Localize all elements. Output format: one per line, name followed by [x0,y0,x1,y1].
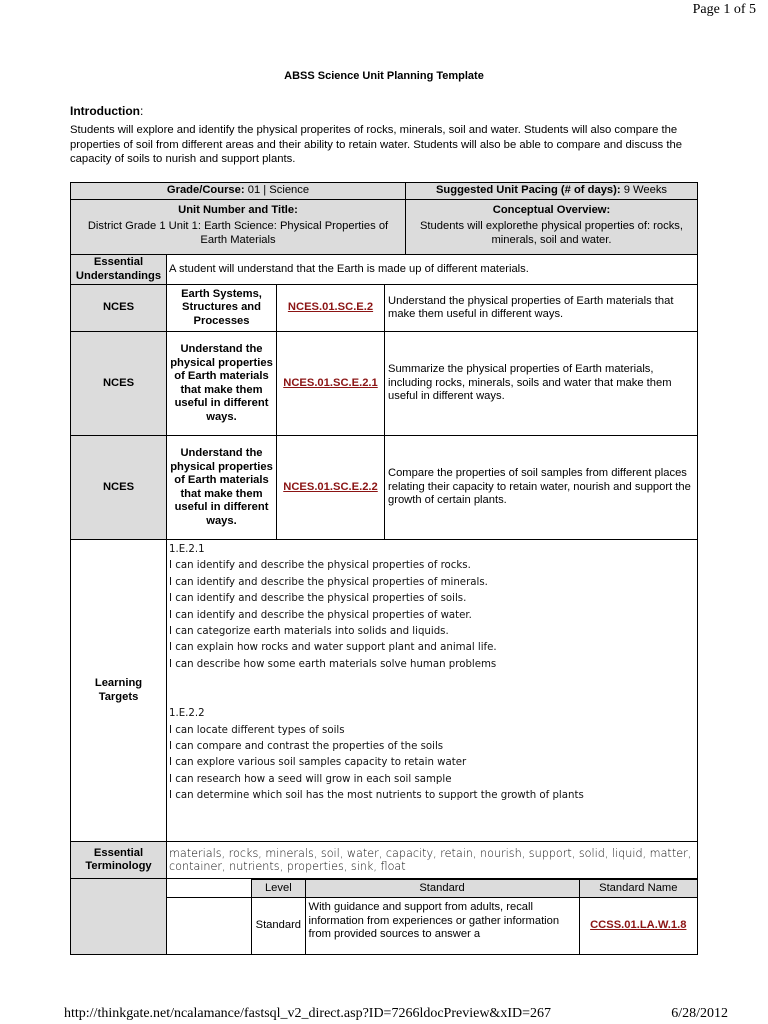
conceptual-overview-cell [406,199,698,254]
essential-terminology-text: materials, rocks, minerals, soil, water, capacity, retain, nourish, support, solid, liquid, matter, container, nutrients, properties, sink, float [167,842,698,879]
nces-label: NCES [71,436,167,540]
grade-course-label: Grade/Course: [166,184,245,196]
nces-topic: Earth Systems, Structures and Processes [167,285,277,332]
intro-text: Students will explore and identify the physical properites of rocks, minerals, soil and water. Students will also compare the properties of soil from different areas and their ability to retain water. Students will also be able to compare and discuss the capacity of soils to nurish and support plants. [70,124,683,165]
document-title: ABSS Science Unit Planning Template [284,70,484,82]
essential-terminology-label: Essential Terminology [71,842,167,879]
nces-row [71,285,698,332]
standard-name-link[interactable]: CCSS.01.LA.W.1.8 [590,919,687,931]
standards-description: With guidance and support from adults, recall information from experiences or gather information from provided sources to answer a [305,898,579,954]
intro-heading-colon: : [139,104,144,118]
grade-course-cell [71,183,406,200]
nces-code-cell [277,436,385,540]
unit-title-cell [71,199,406,254]
learning-target-item: I can locate different types of soils [169,724,345,736]
unit-title-value: District Grade 1 Unit 1: Earth Science: Physical Properties of Earth Materials [87,220,389,246]
standards-header-name: Standard Name [579,880,697,898]
footer-date: 6/28/2012 [671,1006,728,1021]
learning-target-item: I can explore various soil samples capacity to retain water [169,757,467,769]
standards-grid [70,254,698,955]
learning-target-item: I can determine which soil has the most nutrients to support the growth of plants [169,790,584,802]
pacing-cell [406,183,698,200]
learning-target-item: I can explain how rocks and water support plant and animal life. [169,642,497,654]
standards-header-standard: Standard [305,880,579,898]
nces-description: Compare the properties of soil samples from different places relating their capacity to retain water, nourish and support the growth of certain plants. [385,436,698,540]
learning-target-group-title: 1.E.2.2 [169,708,205,720]
nces-description: Summarize the physical properties of Earth materials, including rocks, minerals, soils and water that make them useful in different ways. [385,332,698,436]
learning-target-item: I can compare and contrast the properties of the soils [169,741,444,753]
learning-target-group-title: 1.E.2.1 [169,544,205,555]
learning-target-item: I can identify and describe the physical properties of water. [169,609,472,621]
standards-cell [167,879,698,955]
intro-heading [70,104,143,118]
nces-description: Understand the physical properties of Earth materials that make them useful in different ways. [385,285,698,332]
unit-title-label: Unit Number and Title: [178,203,298,216]
standards-inner-table [167,879,697,954]
standards-spacer [167,898,252,954]
page-number: Page 1 of 5 [692,2,756,17]
learning-target-item: I can identify and describe the physical properties of rocks. [169,560,471,572]
nces-topic: Understand the physical properties of Earth materials that make them useful in different ways. [167,332,277,436]
learning-targets-content [167,540,698,842]
intro-heading-label: Introduction [70,104,140,118]
standard-name-cell [579,898,697,954]
conceptual-overview-value: Students will explorethe physical properties of: rocks, minerals, soil and water. [419,220,684,246]
pacing-label: Suggested Unit Pacing (# of days): [435,184,621,196]
nces-code-link[interactable]: NCES.01.SC.E.2.1 [283,376,378,389]
nces-topic: Understand the physical properties of Earth materials that make them useful in different ways. [167,436,277,540]
conceptual-overview-label: Conceptual Overview: [492,203,611,216]
standards-label-cell [71,879,167,955]
nces-code-link[interactable]: NCES.01.SC.E.2.2 [283,480,378,493]
nces-label: NCES [71,332,167,436]
nces-label: NCES [71,285,167,332]
footer-url: http://thinkgate.net/ncalamance/fastsql_v2_direct.asp?ID=7266ldocPreview&xID=267 [64,1006,551,1021]
nces-row [71,332,698,436]
grade-course-value: 01 | Science [244,184,310,196]
nces-code-cell [277,285,385,332]
essential-understandings-label: Essential Understandings [71,255,167,285]
learning-target-item: I can research how a seed will grow in each soil sample [169,773,452,785]
learning-target-item: I can categorize earth materials into solids and liquids. [169,626,449,638]
nces-code-cell [277,332,385,436]
learning-target-item: I can identify and describe the physical properties of minerals. [169,576,488,588]
standards-spacer [167,880,252,898]
learning-targets-label: Learning Targets [71,540,167,842]
standards-header-level: Level [252,880,305,898]
learning-target-item: I can describe how some earth materials solve human problems [169,658,497,670]
standards-level: Standard [252,898,305,954]
nces-code-link[interactable]: NCES.01.SC.E.2 [287,301,374,314]
essential-understandings-text: A student will understand that the Earth is made up of different materials. [167,255,698,285]
nces-row [71,436,698,540]
learning-target-item: I can identify and describe the physical properties of soils. [169,593,467,605]
pacing-value: 9 Weeks [620,184,668,196]
unit-header-table [70,182,698,255]
